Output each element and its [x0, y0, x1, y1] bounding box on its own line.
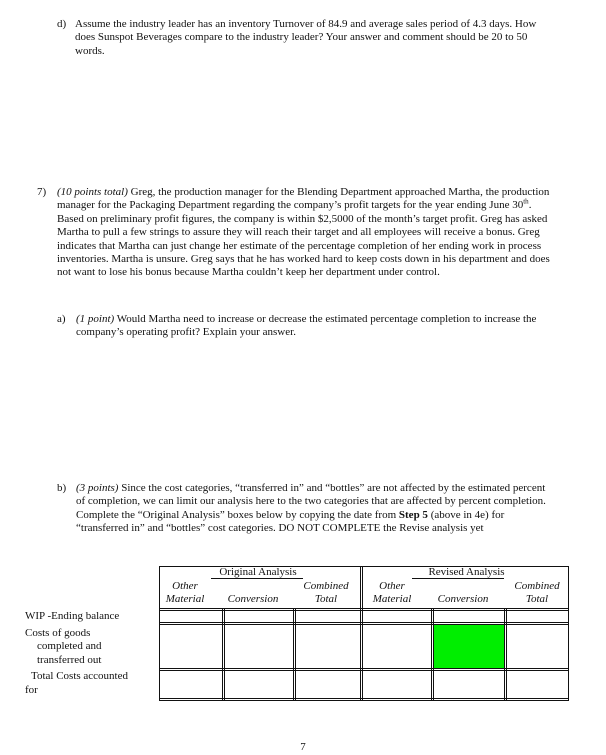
question-7-sup: th [523, 197, 529, 206]
orig-conversion-label: Conversion [227, 593, 279, 605]
question-b-body-1: Since the cost categories, “transferred in” and “bottles” are not affected by the estimated percent of completion, we can limit our analysis here to the two categories that are affected by percent completion. Complete the “Original Analysis” boxes below by copying the date from [76, 482, 546, 521]
rev-material-label: Material [372, 593, 412, 605]
question-b-text [76, 482, 556, 536]
grid-h-3 [159, 668, 569, 669]
grid-v-3 [360, 566, 361, 701]
question-7-body-2: . Based on preliminary profit figures, the company is within $2,5000 of the month’s target profit. Greg has asked Martha to pull a few strings to assure they will reach their target and all employees will receive a bonus. Greg indicates that Martha can just change her estimate of the percentage completion of her ending work in process inventories. Martha is unsure. Greg says that he has worked hard to keep costs down in his department and does not want to lose his bonus because Martha couldn’t keep her department under control. [57, 199, 550, 279]
row-label-cogs-2: completed and [37, 640, 102, 652]
question-b-points: (3 points) [76, 482, 119, 494]
original-header-underline [211, 578, 303, 579]
orig-conversion-cogs-cell[interactable] [225, 625, 293, 668]
question-a-text [76, 313, 546, 340]
grid-v-6 [568, 566, 569, 701]
question-b-step: Step 5 [398, 508, 428, 521]
question-7-marker: 7) [37, 186, 47, 198]
question-a-body: Would Martha need to increase or decrease the estimated percentage completion to increase the company’s operating profit? Explain your answer. [76, 313, 537, 339]
question-d-text: Assume the industry leader has an inventory Turnover of 84.9 and average sales period of 4.3 days. How does Sunspot Beverages compare to the industry leader? Your answer and comment should be 20 to 50 words. [75, 18, 537, 57]
orig-other-cogs-cell[interactable] [160, 625, 222, 668]
orig-total-label: Total [314, 593, 338, 605]
orig-combined-label: Combined [303, 580, 349, 592]
analysis-table [159, 566, 569, 702]
rev-conversion-label: Conversion [437, 593, 489, 605]
question-d-marker: d) [57, 18, 67, 30]
grid-v-4b [433, 608, 434, 701]
revised-analysis-header: Revised Analysis [428, 566, 505, 578]
question-7-body-1: Greg, the production manager for the Blending Department approached Martha, the production manager for the Packaging Department regarding the company’s profit targets for the year ending June 30 [57, 186, 550, 212]
grid-h-1b [159, 610, 569, 611]
rev-total-label: Total [525, 593, 549, 605]
highlighted-cell[interactable] [433, 624, 504, 668]
rev-combined-label: Combined [514, 580, 560, 592]
orig-total-cogs-cell[interactable] [296, 625, 360, 668]
original-analysis-header: Original Analysis [219, 566, 297, 578]
row-label-cogs-1: Costs of goods [25, 627, 91, 639]
grid-v-5b [506, 608, 507, 701]
grid-h-2 [159, 622, 569, 623]
grid-h-1 [159, 608, 569, 609]
grid-v-5 [504, 608, 505, 701]
page-number: 7 [300, 741, 306, 753]
orig-material-label: Material [165, 593, 205, 605]
grid-h-4 [159, 698, 569, 699]
revised-header-underline [412, 578, 504, 579]
grid-h-3b [159, 670, 569, 671]
rev-other-label: Other [379, 580, 405, 592]
grid-v-3b [362, 566, 363, 701]
grid-v-1 [222, 608, 223, 701]
grid-v-2 [293, 608, 294, 701]
question-a-marker: a) [57, 313, 66, 325]
question-7-points: (10 points total) [57, 186, 128, 198]
question-b-body-2: (above in 4e) for “transferred in” and “bottles” cost categories. DO NOT COMPLETE the Revise analysis yet [76, 508, 505, 535]
grid-h-4b [159, 700, 569, 701]
question-a-points: (1 point) [76, 313, 115, 325]
question-7-text [57, 186, 557, 280]
orig-other-label: Other [172, 580, 198, 592]
grid-v-4 [431, 608, 432, 701]
row-label-total-2: for [25, 684, 38, 696]
question-b-marker: b) [57, 482, 67, 494]
row-label-wip: WIP -Ending balance [25, 610, 120, 622]
row-label-total-1: Total Costs accounted [31, 670, 128, 682]
row-label-cogs-3: transferred out [37, 654, 102, 666]
